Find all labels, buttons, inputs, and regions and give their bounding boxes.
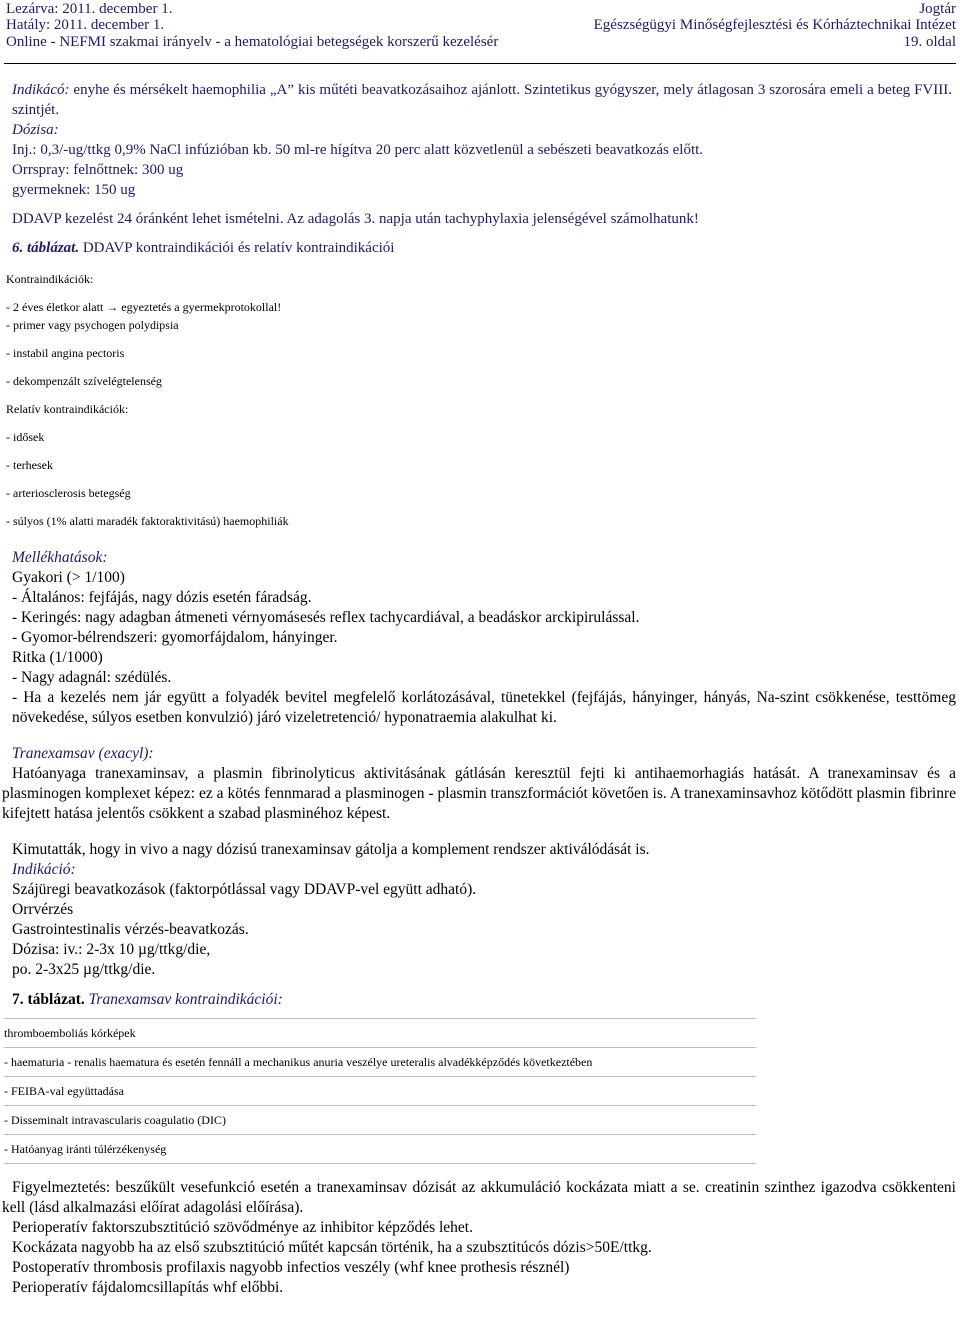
ddavp-dose-label: Dózisa: [12,122,59,138]
ddavp-dose-inj: Inj.: 0,3/-ug/ttkg 0,9% NaCl infúzióban kb. 50 ml-re hígítva 20 perc alatt közvetlenül a sebészeti beavatkozás előtt. [12,142,704,158]
table6-caption [12,238,952,258]
table7-row: - FEIBA-val együttadása [4,1084,124,1098]
tranexamsav-indication-label: Indikáció: [12,861,76,878]
side-effects-rare: Ritka (1/1000) [12,649,103,666]
warnings [2,1178,956,1298]
table6-title: DDAVP kontraindikációi és relatív kontraindikációi [79,240,395,256]
ddavp-spray-child: gyermeknek: 150 ug [12,182,136,198]
tranexamsav-indication-line: Gastrointestinalis vérzés-beavatkozás. [12,921,249,938]
tranexamsav-indication-line: po. 2-3x25 µg/ttkg/die. [12,961,156,978]
table7-row: - Disseminalt intravascularis coagulatio (DIC) [4,1113,226,1127]
table7-row: - haematuria - renalis haematura és esetén fennáll a mechanikus anuria veszélye ureteralis alvadékképződés következtében [4,1055,593,1069]
arrow-icon: → [106,300,119,314]
header-rule [4,63,956,64]
table6-contra-first-pre: - 2 éves életkor alatt [6,300,107,314]
page-number: 19. oldal [903,34,956,50]
tranexamsav-desc: Hatóanyaga tranexaminsav, a plasmin fibrinolyticus aktivitásának gátlásán keresztül fejti ki antihaemorhagiás hatását. A tranexaminsav és a plasminogen komplexet képez: ez a kötés fennmarad a plasminogen - plasmin transzformációt követően is. A tranexaminsavhoz kötődött plasmin fibrinre kifejtett hatása jelentős csökkent a szabad plasminéhoz képest. [2,765,956,822]
side-effects [12,548,956,728]
tranexamsav-indication-line: Orrvérzés [12,901,74,918]
warning-text: Figyelmeztetés: beszűkült vesefunkció esetén a tranexaminsav dózisát az akkumuláció kockázata miatt a se. creatinin szinthez igazodva csökkenteni kell (lásd alkalmazási előírat adagolási előírása). [2,1179,956,1216]
doc-title: Online - NEFMI szakmai irányelv - a hematológiai betegségek korszerű kezelésér [6,34,499,50]
tranexamsav-title: Tranexamsav (exacyl): [12,745,154,762]
side-effects-common-item: - Keringés: nagy adagban átmeneti vérnyomásesés reflex tachycardiával, a beadáskor arckipirulással. [12,609,640,626]
side-effects-common-item: - Általános: fejfájás, nagy dózis esetén fáradság. [12,589,312,606]
table7-row: - Hatóanyag iránti túlérzékenység [4,1142,167,1156]
table6-contra-header: Kontraindikációk: [6,272,94,286]
table6 [6,271,952,529]
table7-row: thromboemboliás kórképek [4,1026,136,1040]
table6-contra-item: - instabil angina pectoris [6,346,125,360]
table6-contra-first [6,299,952,315]
side-effects-label: Mellékhatások: [12,549,108,566]
warning-line: Perioperatív faktorszubsztitúció szövődménye az inhibitor képződés lehet. [12,1219,473,1236]
side-effects-common: Gyakori (> 1/100) [12,569,125,586]
institute: Egészségügyi Minőségfejlesztési és Kórháztechnikai Intézet [593,17,956,33]
table6-relative-item: - arteriosclerosis betegség [6,486,131,500]
table7-caption [12,990,952,1010]
ddavp-spray: Orrspray: felnőttnek: 300 ug [12,162,184,178]
ddavp-indication [12,80,952,120]
table6-label: 6. táblázat. [12,240,80,256]
tranexamsav-section [2,744,956,1010]
warning-line: Kockázata nagyobb ha az első szubsztitúció műtét kapcsán történik, ha a szubsztitúcós dózis>50E/ttkg. [12,1239,652,1256]
table7-title: Tranexamsav kontraindikációi: [84,991,283,1008]
ddavp-indication-label: Indikácó: [12,82,70,98]
tranexamsav-indication-line: Dózisa: iv.: 2-3x 10 µg/ttkg/die, [12,941,211,958]
table6-relative-item: - idősek [6,430,45,444]
ddavp-indication-text: enyhe és mérsékelt haemophilia „A” kis műtéti beavatkozásaihoz ajánlott. Szintetikus gyógyszer, mely átlagosan 3 szorosára emeli a beteg FVIII. szintjét. [12,82,952,118]
table7-label: 7. táblázat. [12,991,85,1008]
publisher: Jogtár [919,1,956,17]
table6-contra-item: - primer vagy psychogen polydipsia [6,318,179,332]
table7-rule [4,1163,756,1164]
table6-relative-header: Relatív kontraindikációk: [6,402,129,416]
effective-date: Hatály: 2011. december 1. [6,17,165,33]
table7 [4,1018,952,1164]
side-effects-rare-item: - Nagy adagnál: szédülés. [12,669,172,686]
table6-contra-first-post: egyeztetés a gyermekprotokollal! [118,300,282,314]
table6-relative-item: - terhesek [6,458,53,472]
warning-line: Perioperatív fájdalomcsillapítás whf előbbi. [12,1279,284,1296]
table6-contra-item: - dekompenzált szívelégtelenség [6,374,162,388]
side-effects-rare-item: - Ha a kezelés nem jár együtt a folyadék bevitel megfelelő korlátozásával, tünetekkel (fejfájás, hányinger, hányás, Na-szint csökkenése, testtömeg növekedése, súlyos esetben konvulzió) járó vizeletretenció/ hyponatraemia alakulhat ki. [12,689,956,726]
warning-line: Postoperatív thrombosis profilaxis nagyobb infectios veszély (whf knee prothesis résznél) [12,1259,570,1276]
side-effects-common-item: - Gyomor-bélrendszeri: gyomorfájdalom, hányinger. [12,629,338,646]
closed-date: Lezárva: 2011. december 1. [6,1,173,17]
ddavp-repeat-note: DDAVP kezelést 24 óránként lehet ismételni. Az adagolás 3. napja után tachyphylaxia jelenségével számolhatunk! [12,211,699,227]
table6-relative-item: - súlyos (1% alatti maradék faktoraktivitású) haemophiliák [6,514,289,528]
page-header [0,0,960,66]
tranexamsav-indication-line: Szájüregi beavatkozások (faktorpótlással vagy DDAVP-vel együtt adható). [12,881,477,898]
tranexamsav-complement: Kimutatták, hogy in vivo a nagy dózisú tranexaminsav gátolja a komplement rendszer aktiválódását is. [12,841,650,858]
document-body [2,80,956,1298]
